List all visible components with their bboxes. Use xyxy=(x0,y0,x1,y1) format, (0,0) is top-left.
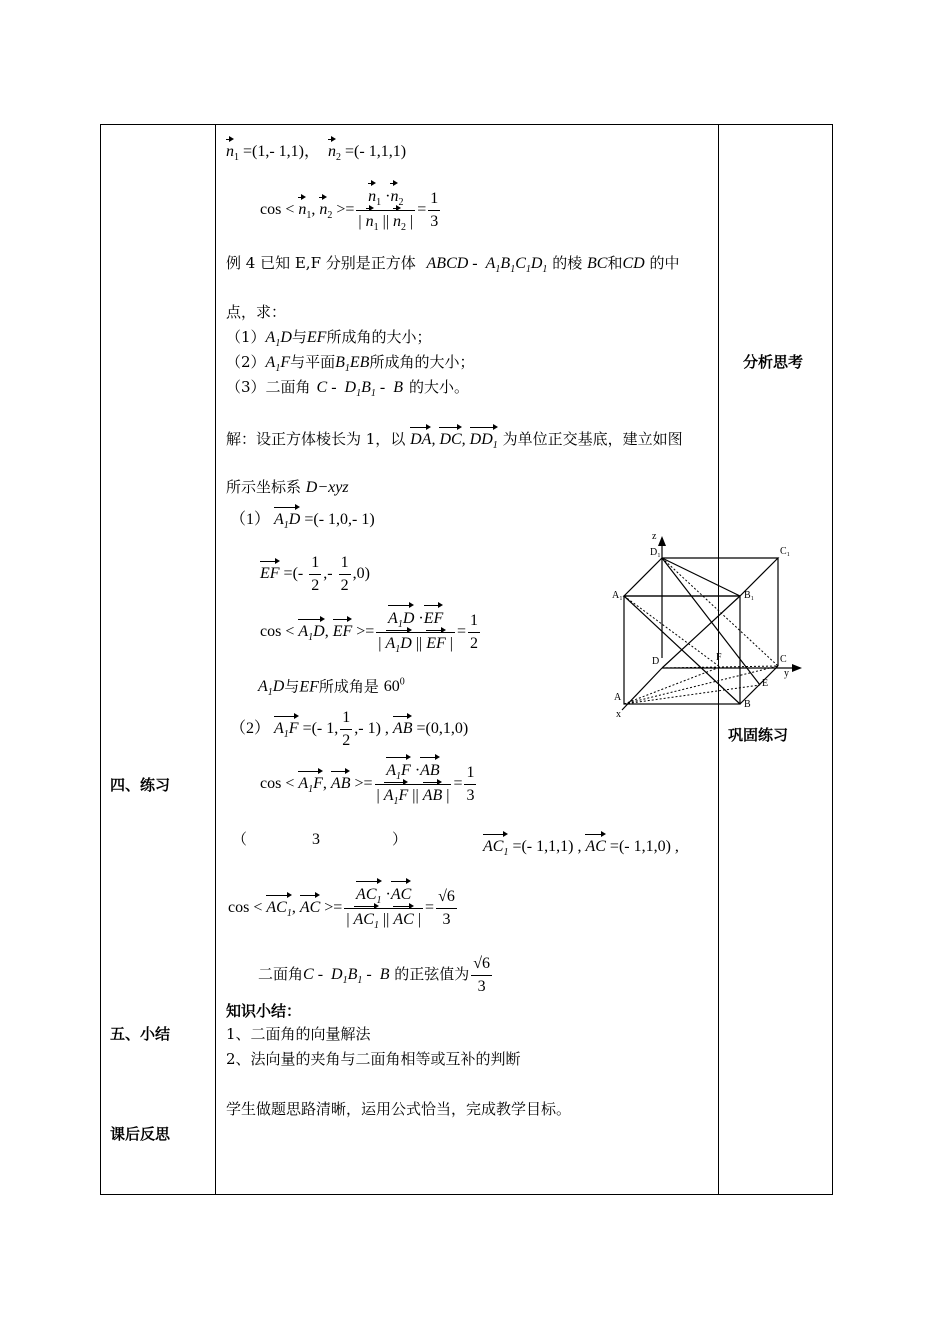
summary-item-2: 2、法向量的夹角与二面角相等或互补的判断 xyxy=(226,1050,521,1068)
fig-label-A: A xyxy=(614,692,622,703)
vector-A1D: （1） $A_1D$ =(- 1,0,- 1) xyxy=(230,511,375,532)
section-summary: 五、小结 xyxy=(110,1025,171,1043)
fig-label-E: E xyxy=(762,678,769,689)
dihedral-result: 二面角C - $D_1B_1$ - B 的正弦值为 $\frac{√6}{3}$ xyxy=(258,955,491,995)
section-practice: 四、练习 xyxy=(110,776,171,794)
fig-label-D: D xyxy=(652,656,660,667)
fig-label-A1: A₁ xyxy=(612,590,623,601)
fig-label-D1: D₁ xyxy=(650,547,661,558)
question-2: $(2)A_1F$与平面$B_1EB$所成角的大小； xyxy=(226,353,475,375)
section-reflection: 课后反思 xyxy=(110,1125,171,1143)
cos-A1D-EF: $\cos < A_1D$, EF >= $\frac{A_1D \cdot EF}{| A_1D || EF |}$ = $\frac{1}{2}$ xyxy=(260,610,479,655)
solution-intro: 解：设正方体棱长为 1，以 DA, DC, $DD_1$ 为单位正交基底，建立如图 xyxy=(226,430,683,452)
question-1: $(1)A_1D$与EF所成角的大小； xyxy=(226,328,432,350)
part-3-marker-number: 3 xyxy=(312,831,320,848)
reflection-text: 学生做题思路清晰，运用公式恰当，完成教学目标。 xyxy=(226,1100,572,1118)
fig-label-F: F xyxy=(716,652,722,663)
normal-vectors: $n_1 =(1,-$ 1,1)， $n_2$ =(- 1,1,1) xyxy=(226,143,407,164)
fig-label-z: z xyxy=(652,531,657,542)
cos-A1F-AB: $\cos < A_1F$, AB >= $\frac{A_1F \cdot AB}{| A_1F || AB |}$ = $\frac{1}{3}$ xyxy=(260,762,475,807)
example-4-statement: 例 4 已知 E,F 分别是正方体 ABCD - $A_1B_1C_1D_1$ 的棱 BC和CD 的中 xyxy=(226,254,680,276)
summary-title: 知识小结： xyxy=(226,1002,302,1020)
note-analysis: 分析思考 xyxy=(743,353,804,371)
fig-label-y: y xyxy=(784,668,789,679)
fig-label-C1: C₁ xyxy=(780,546,791,557)
fig-label-B: B xyxy=(744,699,751,710)
cos-AC1-AC: $\cos < AC_1$, AC >= $\frac{AC_1 \cdot AC}{| AC_1 || AC |}$ = $\frac{√6}{3}$ xyxy=(228,886,455,931)
angle-result: $A_1D$与EF所成角是 $60^0$ xyxy=(258,677,405,699)
note-consolidate: 巩固练习 xyxy=(728,726,789,744)
fig-label-x: x xyxy=(616,709,621,720)
vectors-AC1-AC: $AC_1$ =(- 1,1,1) , AC =(- 1,1,0) , xyxy=(483,838,679,859)
cube-figure xyxy=(610,530,810,720)
fig-label-C: C xyxy=(780,654,787,665)
part-3-marker-close: ） xyxy=(392,830,408,848)
vectors-A1F-AB: （2） $A_1F$ =(- 1, $\frac{1}{2}$ ,- 1) , AB =(0,1,0) xyxy=(230,709,469,749)
coordinate-system: 所示坐标系 D−xyz xyxy=(226,478,349,496)
column-divider-left xyxy=(215,125,216,1194)
example-4-end: 点，求： xyxy=(226,303,287,321)
fig-label-B1: B₁ xyxy=(744,590,755,601)
part-3-marker-open: （ xyxy=(232,830,248,848)
cos-normals-formula: $\cos < n_1$, $n_2$ >= $\frac{n_1 \cdot n_2}{| n_1 || n_2 |}$ = $\frac{1}{3}$ xyxy=(260,188,439,233)
question-3: （3）二面角 C - $D_1B_1$ - B 的大小。 xyxy=(226,378,470,400)
summary-item-1: 1、二面角的向量解法 xyxy=(226,1025,371,1043)
vector-EF: EF =(- $\frac{1}{2}$ ,- $\frac{1}{2}$ ,0) xyxy=(260,554,370,594)
